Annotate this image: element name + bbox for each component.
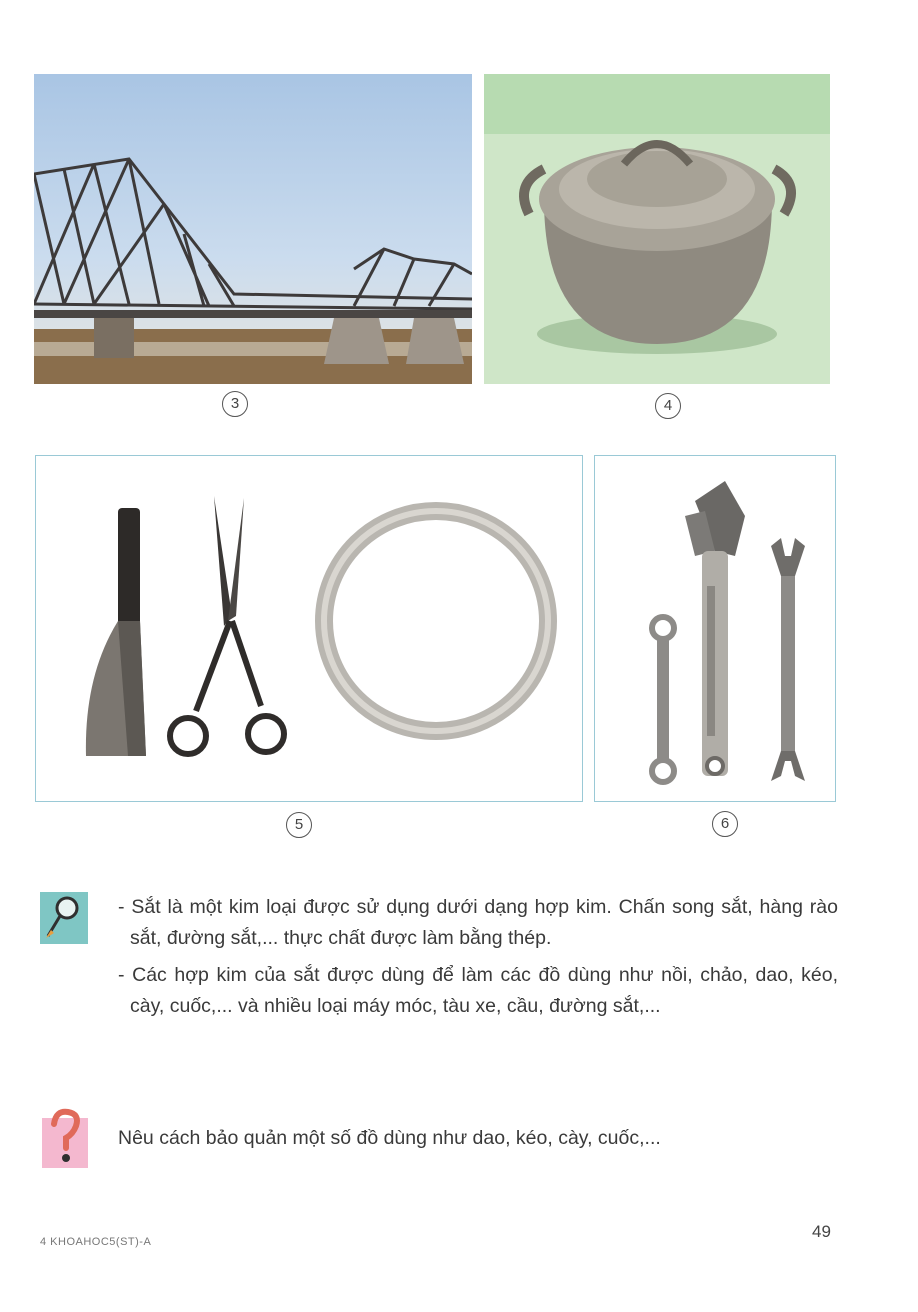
wrenches-photo-frame [594, 455, 836, 802]
note-text-block [118, 892, 838, 1028]
bridge-photo [34, 74, 472, 384]
magnifier-pencil-icon [40, 892, 88, 944]
footer-code: 4 KHOAHOC5(ST)-A [40, 1236, 152, 1248]
question-text: Nêu cách bảo quản một số đồ dùng như dao, kéo, cày, cuốc,... [118, 1127, 661, 1149]
figure-number-5: 5 [286, 812, 312, 838]
pot-photo [484, 74, 830, 384]
figure-number-6: 6 [712, 811, 738, 837]
figure-number-4: 4 [655, 393, 681, 419]
note-paragraph-1: - Sắt là một kim loại được sử dụng dưới dạng hợp kim. Chấn song sắt, hàng rào sắt, đường sắt,... thực chất được làm bằng thép. [118, 896, 838, 949]
page-number: 49 [812, 1222, 831, 1241]
note-paragraph-2: - Các hợp kim của sắt được dùng để làm các đồ dùng như nồi, chảo, dao, kéo, cày, cuốc,... và nhiều loại máy móc, tàu xe, cầu, đường sắt,... [118, 964, 838, 1017]
tools-photo-frame [35, 455, 583, 802]
figure-number-3: 3 [222, 391, 248, 417]
question-mark-icon [42, 1108, 88, 1168]
